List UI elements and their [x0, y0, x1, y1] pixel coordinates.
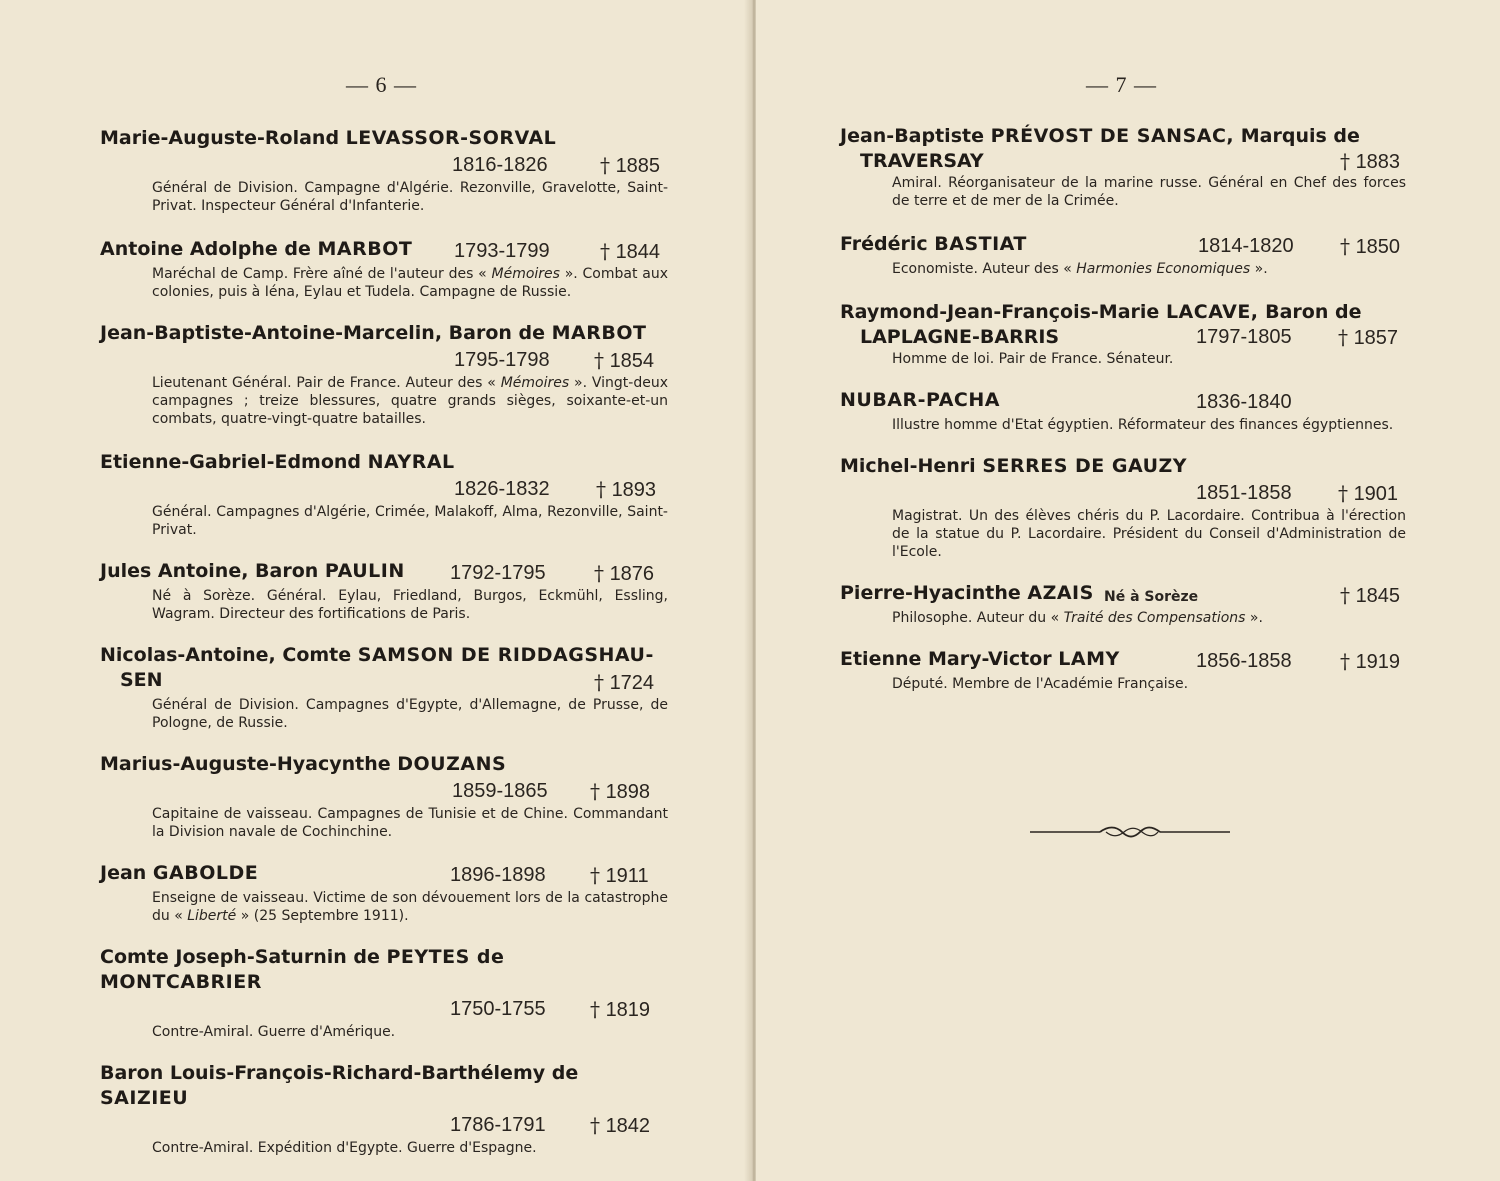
entry-death: † 1885	[600, 153, 661, 177]
entry-death: † 1901	[1338, 481, 1399, 505]
entry-description: Député. Membre de l'Académie Française.	[892, 676, 1189, 692]
entry-dates: 1826-1832	[454, 478, 550, 500]
entry-dates: 1814-1820	[1198, 235, 1294, 257]
divider-ornament-icon	[1030, 824, 1230, 840]
entry-name: Michel-Henri SERRES DE GAUZY	[840, 455, 1188, 477]
entry-montcabrier	[100, 945, 668, 1041]
entry-name: Etienne Mary-Victor LAMY	[840, 648, 1120, 670]
entry-death: † 1854	[594, 348, 655, 372]
entry-description: Général. Campagnes d'Algérie, Crimée, Malakoff, Alma, Rezonville, Saint-Privat.	[152, 504, 668, 538]
entry-dates: 1816-1826	[452, 154, 548, 176]
entry-description: Général de Division. Campagne d'Algérie. Rezonville, Gravelotte, Saint-Privat. Inspecteur Général d'Infanterie.	[152, 180, 668, 214]
page-number-right: — 7 —	[1086, 72, 1157, 97]
entry-description: Maréchal de Camp. Frère aîné de l'auteur des « Mémoires ». Combat aux colonies, puis à Iéna, Eylau et Tudela. Campagne de Russie.	[152, 266, 668, 300]
entry-marbot-jean-baptiste	[100, 321, 668, 428]
entry-name-continued: SEN	[120, 669, 163, 691]
entry-death: † 1919	[1340, 649, 1401, 673]
entry-description: Amiral. Réorganisateur de la marine russe. Général en Chef des forces de terre et de mer de la Crimée.	[892, 175, 1406, 209]
entry-death: † 1911	[590, 863, 649, 887]
entry-death: † 1893	[596, 477, 657, 501]
entry-dates: 1896-1898	[450, 864, 546, 886]
entry-name: Nicolas-Antoine, Comte SAMSON DE RIDDAGSHAU-	[100, 644, 654, 666]
entry-name: Marie-Auguste-Roland LEVASSOR-SORVAL	[100, 127, 557, 149]
entry-name: Marius-Auguste-Hyacynthe DOUZANS	[100, 753, 507, 775]
entry-nubar-pacha	[840, 388, 1406, 434]
entry-death: † 1842	[590, 1113, 651, 1137]
entry-marbot-antoine	[100, 237, 668, 301]
entry-description: Enseigne de vaisseau. Victime de son dévouement lors de la catastrophe du « Liberté » (25 Septembre 1911).	[152, 890, 668, 924]
entry-death: † 1876	[594, 561, 655, 585]
left-entries	[100, 126, 668, 1173]
entry-lacave	[840, 300, 1406, 368]
entry-description: Né à Sorèze. Général. Eylau, Friedland, Burgos, Eckmühl, Essling, Wagram. Directeur des fortifications de Paris.	[152, 588, 668, 622]
page-number-left: — 6 —	[346, 72, 417, 97]
entry-azais	[840, 581, 1406, 627]
entry-name: Frédéric BASTIAT	[840, 233, 1027, 255]
entry-nayral	[100, 450, 668, 539]
entry-description: Capitaine de vaisseau. Campagnes de Tunisie et de Chine. Commandant la Division navale de Cochinchine.	[152, 806, 668, 840]
entry-death: † 1883	[1340, 149, 1401, 173]
entry-serres-de-gauzy	[840, 454, 1406, 561]
entry-description: Magistrat. Un des élèves chéris du P. Lacordaire. Contribua à l'érection de la statue du P. Lacordaire. Président du Conseil d'Administration de l'Ecole.	[892, 508, 1406, 560]
entry-description: Général de Division. Campagnes d'Egypte, d'Allemagne, de Prusse, de Pologne, de Russie.	[152, 697, 668, 731]
entry-description: Contre-Amiral. Expédition d'Egypte. Guerre d'Espagne.	[152, 1140, 537, 1156]
entry-dates: 1797-1805	[1196, 326, 1292, 348]
entry-description: Homme de loi. Pair de France. Sénateur.	[892, 351, 1174, 367]
entry-dates: 1795-1798	[454, 349, 550, 371]
entry-name: Jean-Baptiste-Antoine-Marcelin, Baron de MARBOT	[100, 322, 647, 344]
right-entries	[840, 124, 1406, 709]
entry-dates: 1792-1795	[450, 562, 546, 584]
entry-saizieu	[100, 1061, 668, 1157]
entry-name: Etienne-Gabriel-Edmond NAYRAL	[100, 451, 455, 473]
entry-name: Raymond-Jean-François-Marie LACAVE, Baron de	[840, 301, 1362, 323]
entry-dates: 1836-1840	[1196, 391, 1292, 413]
entry-name: Antoine Adolphe de MARBOT	[100, 238, 413, 260]
entry-samson	[100, 643, 668, 732]
entry-description: Economiste. Auteur des « Harmonies Economiques ».	[892, 261, 1268, 277]
entry-name-continued: TRAVERSAY	[860, 150, 984, 172]
entry-name: Jean-Baptiste PRÉVOST DE SANSAC, Marquis de	[840, 125, 1360, 147]
entry-death: † 1819	[590, 997, 651, 1021]
entry-lamy	[840, 647, 1406, 693]
entry-death: † 1844	[600, 239, 661, 263]
entry-death: † 1898	[590, 779, 651, 803]
entry-gabolde	[100, 861, 668, 925]
entry-description: Illustre homme d'Etat égyptien. Réformateur des finances égyptiennes.	[892, 417, 1394, 433]
entry-name: Baron Louis-François-Richard-Barthélemy de SAIZIEU	[100, 1062, 579, 1109]
entry-dates: 1786-1791	[450, 1114, 546, 1136]
entry-name: NUBAR-PACHA	[840, 389, 1000, 411]
entry-death: † 1724	[594, 670, 655, 694]
entry-prevost-de-sansac	[840, 124, 1406, 210]
entry-name: Comte Joseph-Saturnin de PEYTES de MONTCABRIER	[100, 946, 505, 993]
entry-dates: 1750-1755	[450, 998, 546, 1020]
entry-name: Pierre-Hyacinthe AZAIS	[840, 582, 1094, 604]
right-page	[756, 0, 1500, 1181]
entry-name: Jules Antoine, Baron PAULIN	[100, 560, 405, 582]
entry-death: † 1850	[1340, 234, 1401, 258]
entry-bastiat	[840, 232, 1406, 278]
entry-levassor-sorval	[100, 126, 668, 215]
entry-douzans	[100, 752, 668, 841]
entry-description: Philosophe. Auteur du « Traité des Compensations ».	[892, 610, 1263, 626]
entry-name-continued: LAPLAGNE-BARRIS	[860, 326, 1060, 348]
entry-description: Contre-Amiral. Guerre d'Amérique.	[152, 1024, 396, 1040]
entry-dates: 1793-1799	[454, 240, 550, 262]
entry-note: Né à Sorèze	[1104, 589, 1199, 605]
entry-dates: 1856-1858	[1196, 650, 1292, 672]
entry-dates: 1851-1858	[1196, 482, 1292, 504]
entry-death: † 1845	[1340, 583, 1401, 607]
entry-death: † 1857	[1338, 325, 1399, 349]
entry-description: Lieutenant Général. Pair de France. Auteur des « Mémoires ». Vingt-deux campagnes ; treize blessures, quatre grands sièges, soixante-et-un combats, quatre-vingt-quatre batailles.	[152, 375, 668, 427]
entry-dates: 1859-1865	[452, 780, 548, 802]
entry-paulin	[100, 559, 668, 623]
entry-name: Jean GABOLDE	[100, 862, 259, 884]
